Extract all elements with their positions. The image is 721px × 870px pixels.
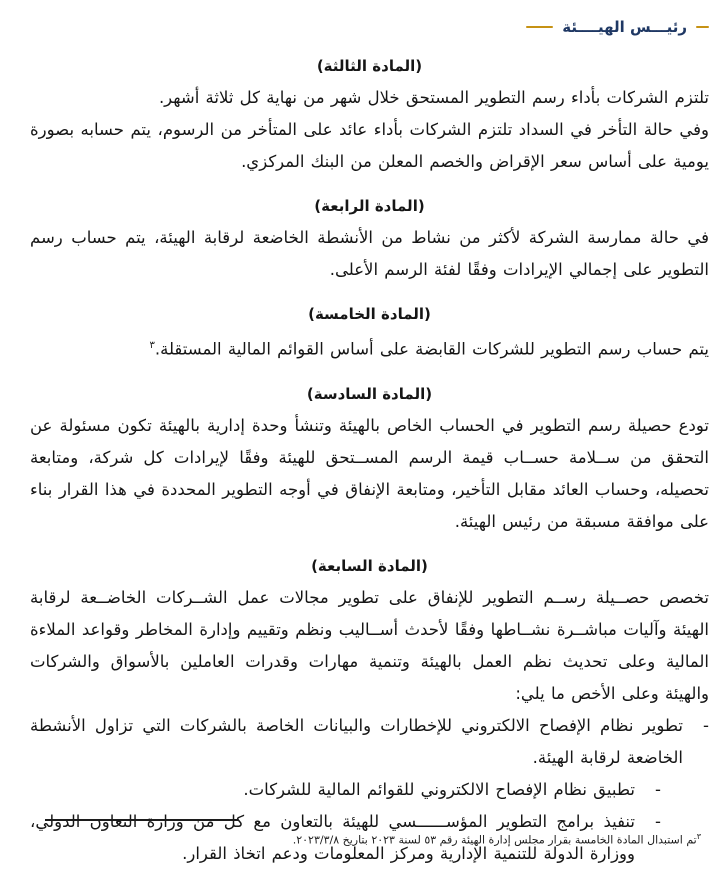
- article-four-paragraph: في حالة ممارسة الشركة لأكثر من نشاط من الأنشطة الخاضعة لرقابة الهيئة، يتم حساب رسم التطوير على إجمالي الإيرادات وفقًا لفئة الرسم الأعلى.: [30, 228, 709, 279]
- footnote-reference-mark: ٣: [149, 340, 155, 351]
- bullet-item-3-text: تنفيذ برامج التطوير المؤســــــسي للهيئة بالتعاون مع كل من وزارة التعاون الدولي، ووزارة الدولة للتنمية الإدارية ومركز المعلومات ودعم اتخاذ القرار.: [30, 811, 635, 863]
- bullet-item-2-text: تطبيق نظام الإفصاح الالكتروني للقوائم المالية للشركات.: [243, 779, 635, 799]
- article-six: [30, 384, 709, 538]
- article-three: [30, 56, 709, 178]
- bullet-dash-icon: -: [655, 811, 661, 831]
- article-six-paragraph: تودع حصيلة رسم التطوير في الحساب الخاص بالهيئة وتنشأ وحدة إدارية بالهيئة تكون مسئولة عن التحقق من ســلامة حســاب قيمة الرسم المســتحق للهيئة وفقًا لإيرادات كل شركة، ومتابعة تحصيله، وحساب العائد مقابل التأخير، ومتابعة الإنفاق في أوجه التطوير المحددة في هذا القرار بناء على موافقة مسبقة من رئيس الهيئة.: [30, 415, 709, 531]
- article-five-paragraph: [30, 330, 709, 366]
- article-four-title: (المادة الرابعة): [314, 197, 425, 215]
- bullet-item-1: [30, 710, 709, 774]
- bullet-dash-icon: -: [703, 715, 709, 735]
- bullet-dash-icon: -: [655, 779, 661, 799]
- article-seven-paragraph: تخصص حصــيلة رســم التطوير للإنفاق على تطوير مجالات عمل الشــركات الخاضــعة لرقابة الهيئة وآليات مباشــرة نشــاطها وفقًا لأحدث أســاليب ونظم وتقييم وإدارة المخاطر وقواعد الملاءة المالية وعلى تحديث نظم العمل بالهيئة وتنمية مهارات وقدرات العاملين بالأسواق والشركات والهيئة وعلى الأخص ما يلي:: [30, 587, 709, 703]
- footnote-separator: [45, 819, 238, 821]
- footnote: [30, 828, 701, 850]
- bullet-item-1-text: تطوير نظام الإفصاح الالكتروني للإخطارات والبيانات الخاصة بالشركات التي تزاول الأنشطة الخاضعة لرقابة الهيئة.: [30, 715, 683, 767]
- article-five-text: يتم حساب رسم التطوير للشركات القابضة على أساس القوائم المالية المستقلة.: [154, 339, 709, 359]
- gold-dash-right-icon: [696, 26, 709, 29]
- article-six-title: (المادة السادسة): [306, 384, 433, 403]
- article-four: [30, 196, 709, 286]
- article-seven: [30, 556, 709, 870]
- document-header: [30, 16, 709, 38]
- article-three-paragraph-1: تلتزم الشركات بأداء رسم التطوير المستحق خلال شهر من نهاية كل ثلاثة أشهر.: [158, 88, 709, 107]
- bullet-item-2: [30, 774, 709, 806]
- article-three-title: (المادة الثالثة): [316, 57, 423, 75]
- article-three-paragraph-2: وفي حالة التأخر في السداد تلتزم الشركات بأداء عائد على المتأخر من الرسوم، يتم حسابه بصورة يومية على أساس سعر الإقراض والخصم المعلن من البنك المركزي.: [30, 120, 709, 171]
- gold-dash-left-icon: [526, 26, 553, 29]
- footnote-text: تم استبدال المادة الخامسة بقرار مجلس إدارة الهيئة رقم ٥٣ لسنة ٢٠٢٣ بتاريخ ٢٠٢٣/٣/٨.: [292, 833, 697, 847]
- footnote-ref-mark: ٣: [696, 832, 701, 841]
- article-seven-title: (المادة السابعة): [311, 556, 428, 575]
- header-title: رئيـــس الهيــــئة: [562, 18, 687, 36]
- article-five: [30, 304, 709, 366]
- article-five-title: (المادة الخامسة): [308, 305, 431, 323]
